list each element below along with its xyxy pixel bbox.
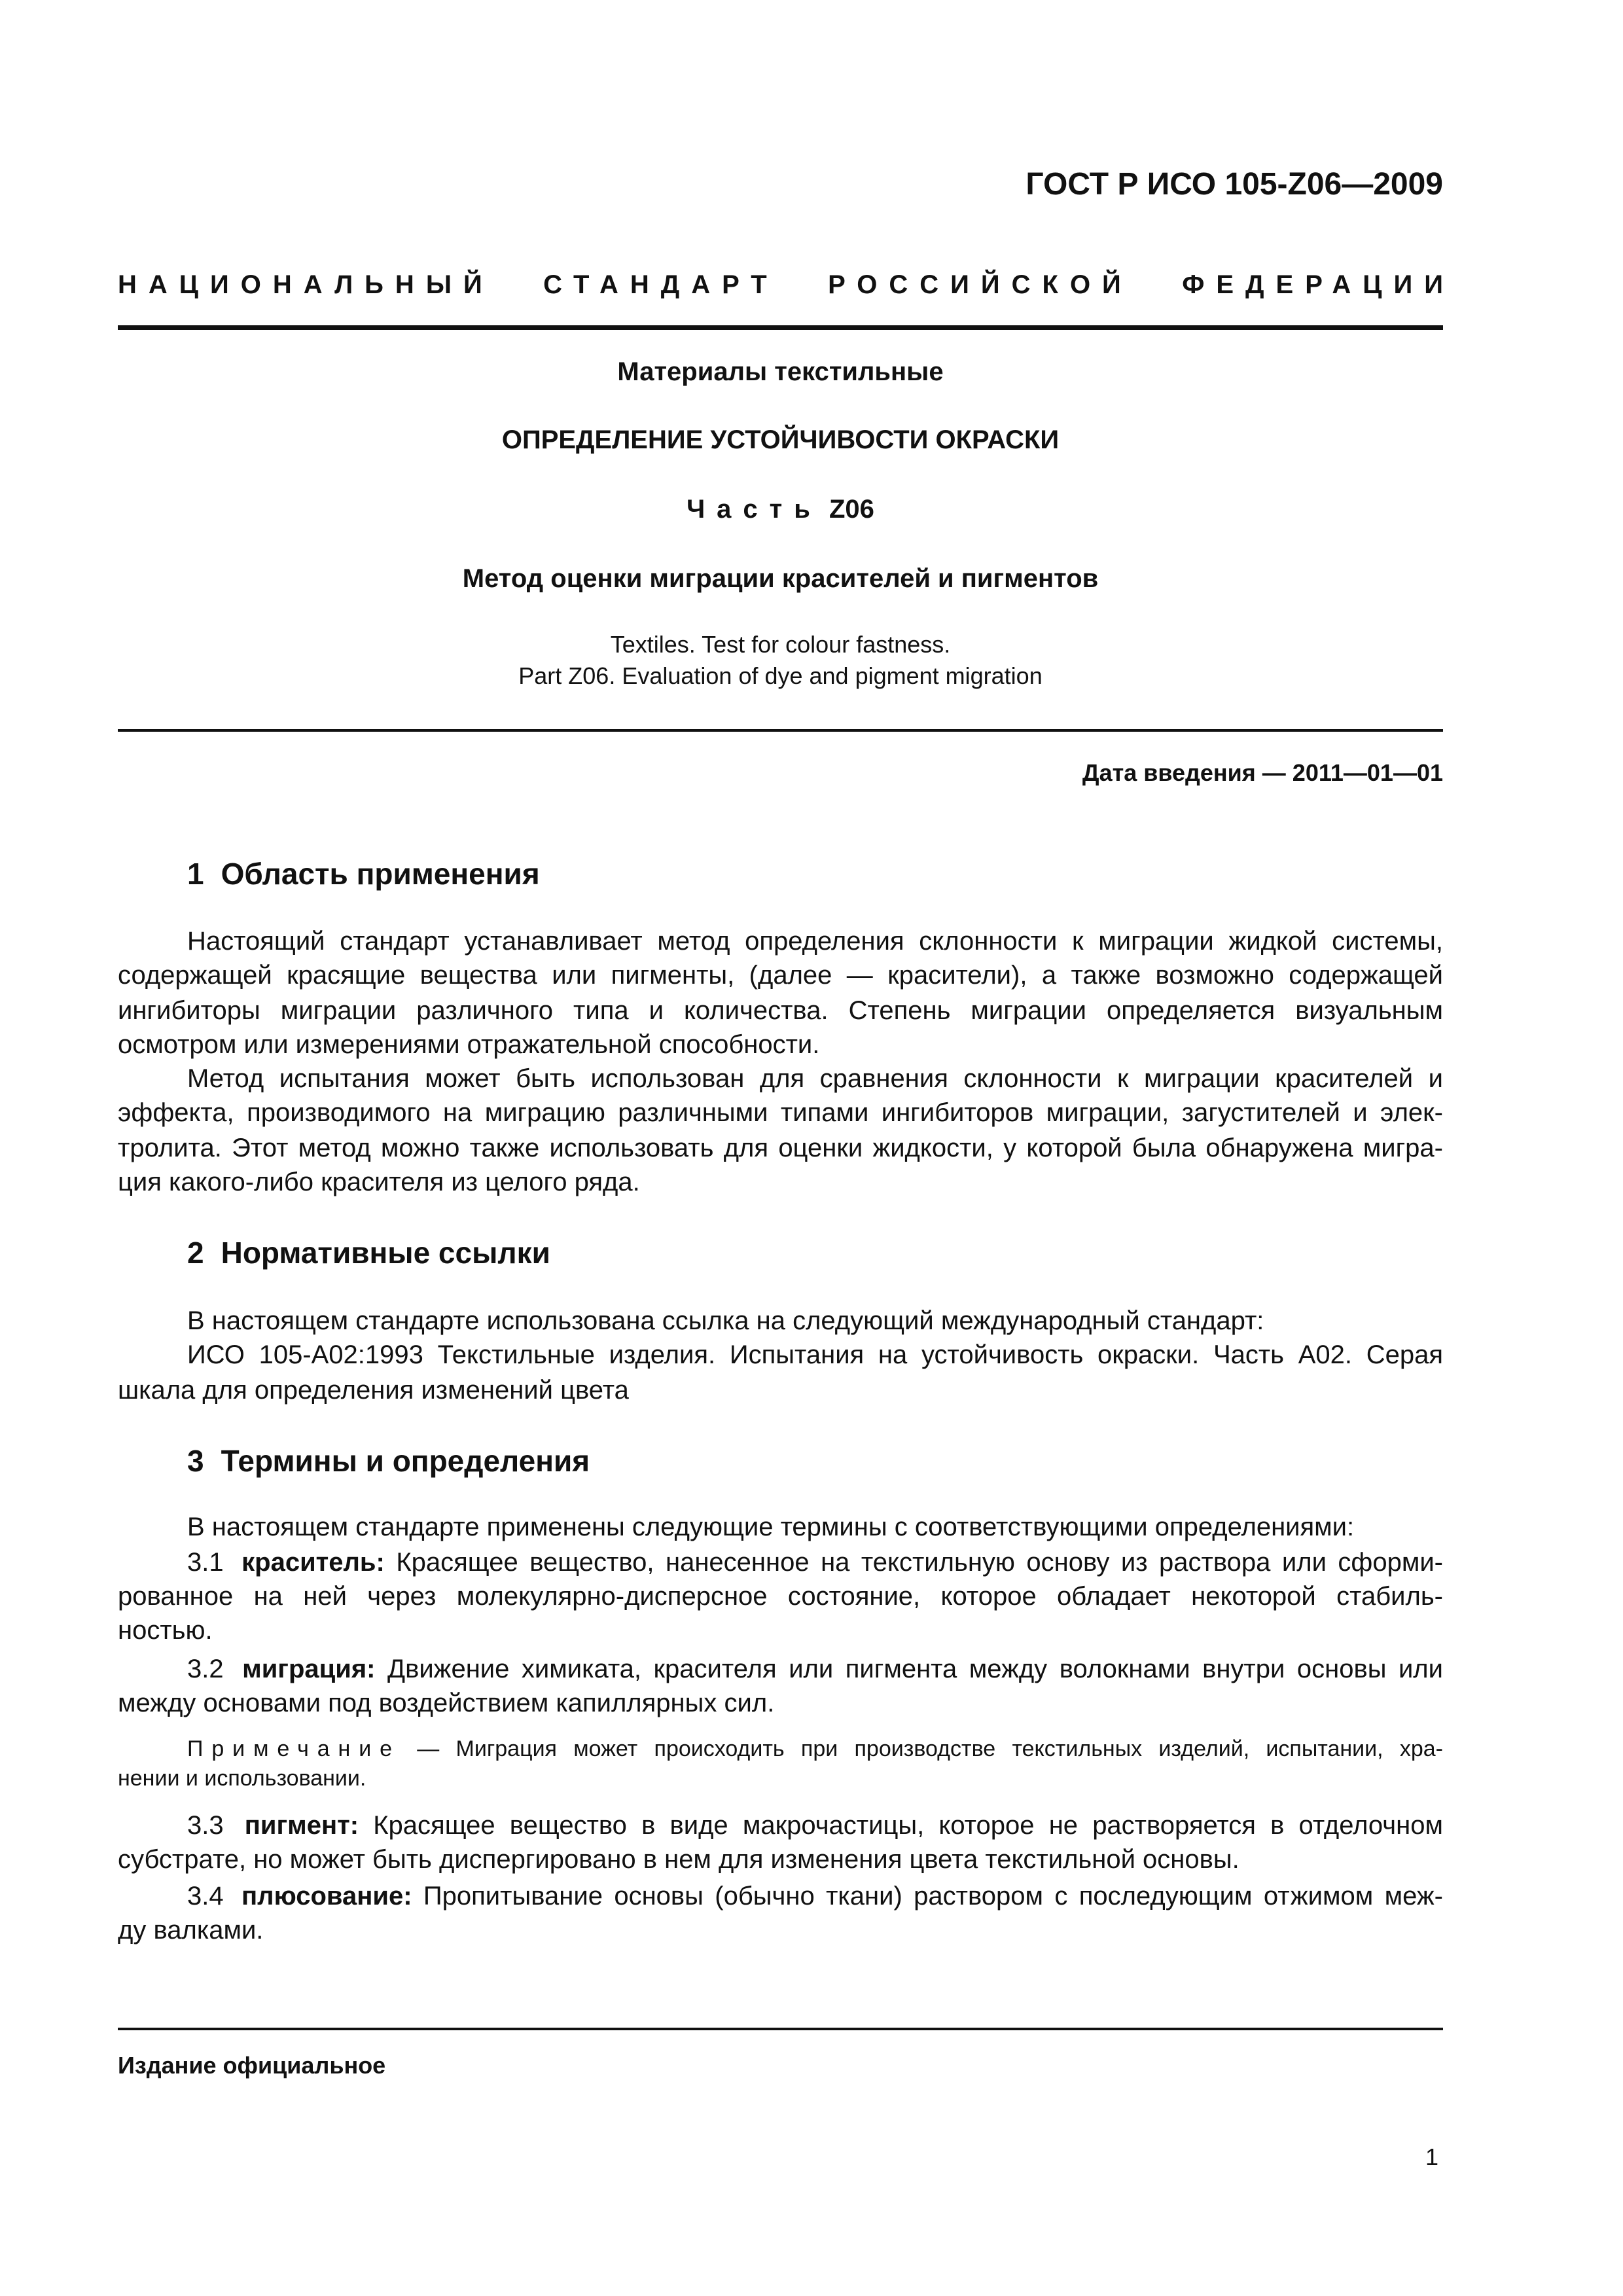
section-title: Нормативные ссылки [221, 1236, 550, 1270]
section-heading [187, 1441, 590, 1480]
term-definition: Движение химиката, красителя или пигмента между волокнами внутри основы или [387, 1655, 1443, 1683]
term-number: 3.2 [187, 1655, 224, 1683]
note-line: нении и использовании. [118, 1766, 366, 1791]
term-number: 3.3 [187, 1811, 224, 1840]
term-name: миграция: [242, 1655, 376, 1683]
title-category: Материалы текстильные [617, 357, 944, 386]
paragraph-line: эффекта, производимого на миграцию различными типами ингибиторов миграции, загустителей и элек- [118, 1098, 1443, 1127]
title-rule [118, 729, 1443, 732]
term-definition-line: ду валками. [118, 1916, 264, 1945]
paragraph-line: ИСО 105-A02:1993 Текстильные изделия. Испытания на устойчивость окраски. Часть A02. Серая [187, 1340, 1443, 1369]
document-designation: ГОСТ Р ИСО 105-Z06—2009 [1026, 167, 1443, 202]
paragraph-line: В настоящем стандарте использована ссылка на следующий международный стандарт: [187, 1306, 1264, 1335]
paragraph-line: В настоящем стандарте применены следующие термины с соответствующими определениями: [187, 1513, 1355, 1541]
section-title: Область применения [221, 857, 540, 891]
section-heading [187, 1233, 550, 1272]
term-name: пигмент: [244, 1811, 359, 1840]
section-number: 2 [187, 1236, 204, 1270]
paragraph-line: ция какого-либо красителя из целого ряда. [118, 1168, 640, 1196]
term-name: плюсование: [241, 1882, 412, 1910]
effective-date: Дата введения — 2011—01—01 [1082, 759, 1443, 786]
page-number: 1 [1425, 2144, 1438, 2170]
edition-label: Издание официальное [118, 2052, 386, 2079]
term-definition-line: ностью. [118, 1616, 213, 1645]
title-part [118, 491, 1443, 528]
footer-rule [118, 2028, 1443, 2030]
term-line [187, 1545, 1443, 1579]
paragraph-line: осмотром или измерениями отражательной способности. [118, 1030, 820, 1059]
paragraph-line: тролита. Этот метод можно также использовать для оценки жидкости, у которой была обнаружена мигра- [118, 1134, 1443, 1162]
term-number: 3.4 [187, 1882, 224, 1910]
term-line [187, 1879, 1443, 1913]
term-definition-line: рованное на ней через молекулярно-дисперсное состояние, которое обладает некоторой стабиль- [118, 1582, 1443, 1611]
term-line [187, 1808, 1443, 1842]
title-part-word: Часть [687, 495, 822, 524]
national-standard-banner: НАЦИОНАЛЬНЫЙ СТАНДАРТ РОССИЙСКОЙ ФЕДЕРАЦИИ [118, 270, 1455, 299]
section-number: 1 [187, 857, 204, 891]
title-main: ОПРЕДЕЛЕНИЕ УСТОЙЧИВОСТИ ОКРАСКИ [501, 425, 1060, 454]
title-subtitle: Метод оценки миграции красителей и пигментов [462, 564, 1099, 593]
note-label: Примечание [187, 1736, 401, 1761]
header-rule [118, 325, 1443, 330]
section-title: Термины и определения [221, 1444, 590, 1478]
paragraph-line: Настоящий стандарт устанавливает метод определения склонности к миграции жидкой системы, [187, 927, 1443, 956]
term-number: 3.1 [187, 1548, 224, 1577]
paragraph-line: Метод испытания может быть использован для сравнения склонности к миграции красителей и [187, 1064, 1443, 1093]
section-number: 3 [187, 1444, 204, 1478]
term-definition-line: субстрате, но может быть диспергировано в нем для изменения цвета текстильной основы. [118, 1845, 1240, 1874]
title-english-line: Part Z06. Evaluation of dye and pigment migration [518, 662, 1043, 689]
term-definition-line: между основами под воздействием капиллярных сил. [118, 1689, 775, 1717]
paragraph-line: ингибиторы миграции различного типа и количества. Степень миграции определяется визуальным [118, 996, 1443, 1025]
paragraph-line: шкала для определения изменений цвета [118, 1376, 629, 1405]
paragraph-line: содержащей красящие вещества или пигменты, (далее — красители), а также возможно содержащей [118, 961, 1443, 990]
term-definition: Пропитывание основы (обычно ткани) раствором с последующим отжимом меж- [423, 1882, 1443, 1910]
term-definition: Красящее вещество, нанесенное на текстильную основу из раствора или сформи- [396, 1548, 1443, 1577]
term-line [187, 1652, 1443, 1686]
note-line [187, 1734, 1443, 1764]
section-heading [187, 854, 540, 893]
term-definition: Красящее вещество в виде макрочастицы, которое не растворяется в отделочном [373, 1811, 1443, 1840]
title-english-line: Textiles. Test for colour fastness. [610, 631, 951, 658]
title-part-code: Z06 [829, 495, 874, 524]
term-name: краситель: [241, 1548, 385, 1577]
note-text: — Миграция может происходить при производстве текстильных изделий, испытании, хра- [417, 1736, 1443, 1761]
